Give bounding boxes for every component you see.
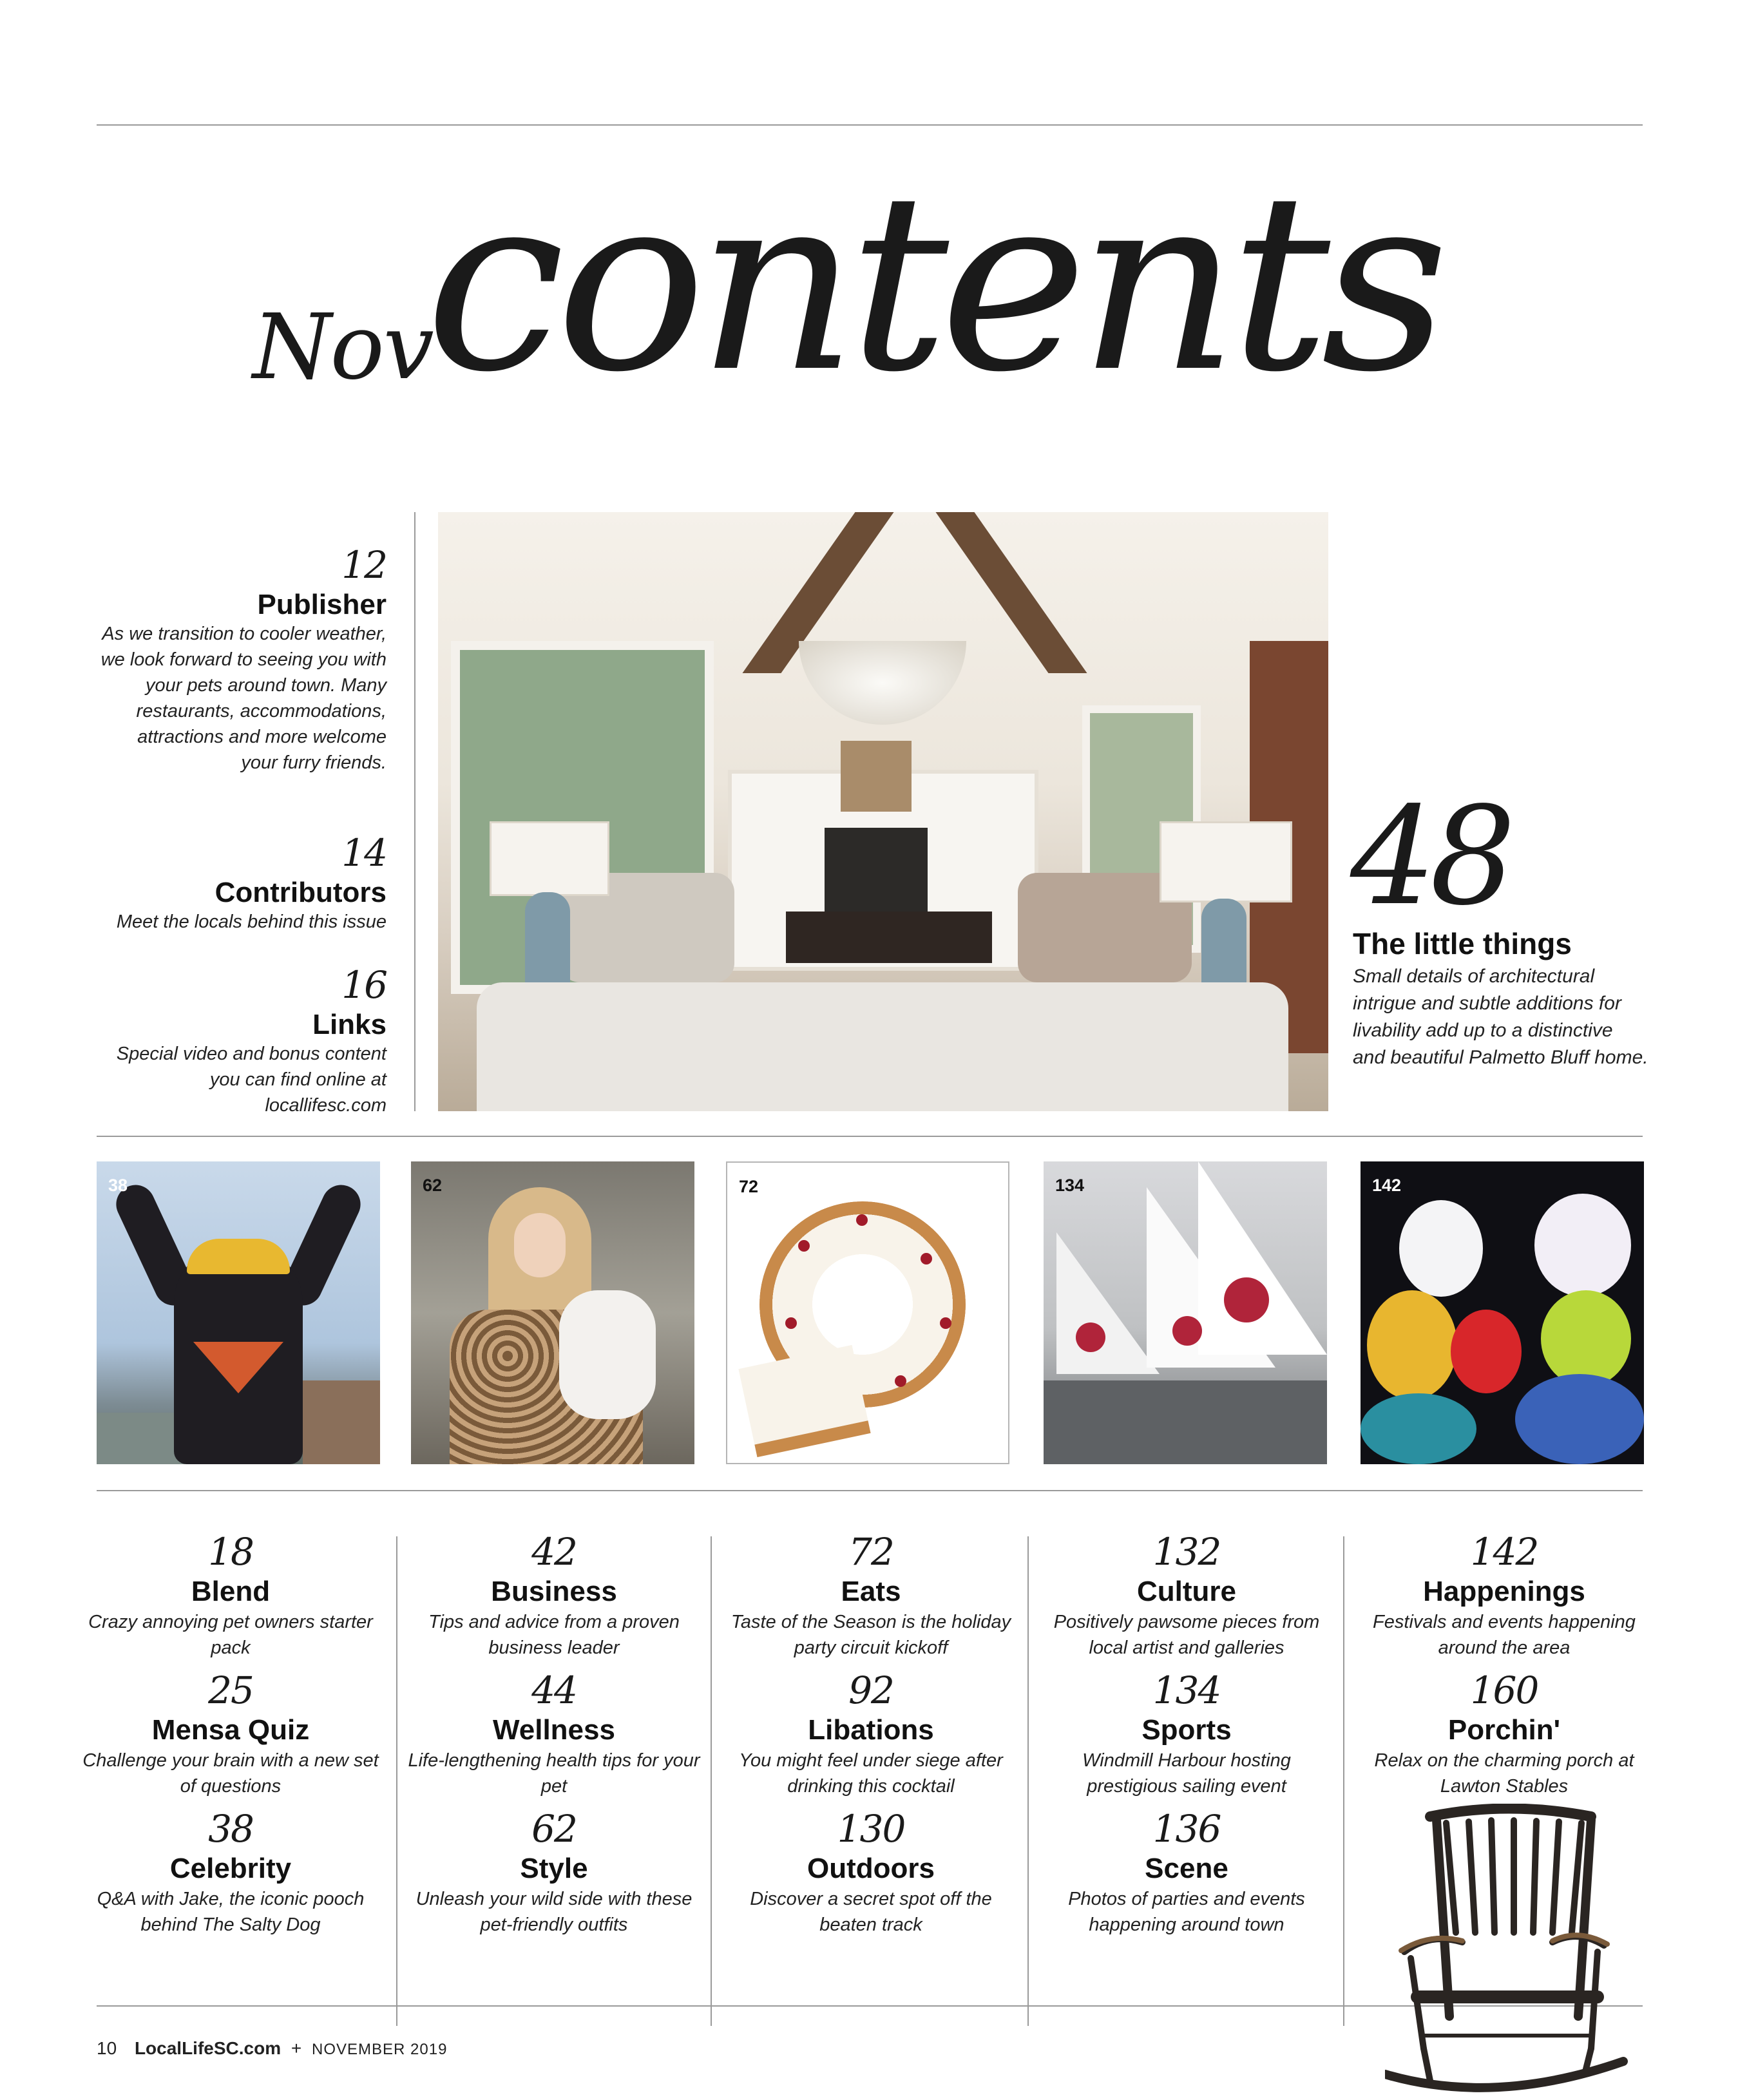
toc-item-style[interactable] [403, 1807, 705, 1938]
item-description: Relax on the charming porch at Lawton Stables [1374, 1750, 1634, 1797]
lower-rule [97, 1490, 1643, 1491]
item-description: Crazy annoying pet owners starter pack [88, 1612, 373, 1659]
woman-face [514, 1213, 566, 1277]
item-title: Scene [1145, 1853, 1228, 1884]
page-number: 92 [848, 1668, 893, 1712]
thumbnail-page-number: 72 [739, 1177, 759, 1196]
coffee-table [786, 912, 992, 963]
page-number: 62 [531, 1807, 577, 1851]
page-number: 44 [531, 1668, 577, 1712]
item-description: Festivals and events happening around the area [1373, 1612, 1636, 1659]
toc-item-libations[interactable] [720, 1668, 1022, 1799]
page-footer [97, 2038, 447, 2059]
house [303, 1380, 380, 1464]
cranberry [940, 1317, 951, 1329]
lantern [1534, 1194, 1631, 1297]
cranberry [895, 1375, 906, 1387]
footer-page-number: 10 [97, 2038, 117, 2058]
toc-item-porchin[interactable] [1353, 1668, 1656, 1799]
painting [841, 741, 912, 812]
item-title: Business [491, 1576, 617, 1607]
sail [1198, 1161, 1327, 1355]
masthead-month: Nov [253, 295, 433, 400]
lantern [1399, 1200, 1483, 1297]
item-description: Life-lengthening health tips for your pet [408, 1750, 700, 1797]
feature-title: The little things [1353, 927, 1572, 960]
toc-item-outdoors[interactable] [720, 1807, 1022, 1938]
fruitcake-slice [738, 1345, 870, 1457]
item-title: Celebrity [169, 1853, 292, 1884]
column-divider [711, 1536, 712, 2026]
item-title: Culture [1137, 1576, 1236, 1607]
page-number: 38 [208, 1807, 253, 1851]
column-divider [1027, 1536, 1029, 2026]
toc-item-business[interactable] [403, 1530, 705, 1661]
toc-item-sports[interactable] [1035, 1668, 1338, 1799]
mascot-hat [187, 1239, 290, 1274]
item-title: Porchin' [1447, 1714, 1561, 1746]
item-description: Photos of parties and events happening around town [1068, 1889, 1305, 1936]
left-item-contributors[interactable] [97, 831, 387, 935]
cranberry [856, 1214, 868, 1226]
lamp-shade [1160, 821, 1292, 902]
page-number: 16 [341, 963, 387, 1007]
thumbnail-fruitcake-photo[interactable] [726, 1161, 1009, 1464]
sofa [477, 982, 1288, 1111]
item-title: Publisher [257, 589, 387, 620]
sail [1056, 1232, 1160, 1374]
left-item-links[interactable] [97, 963, 387, 1118]
thumbnail-page-number: 142 [1372, 1176, 1402, 1195]
thumbnail-pet-style-photo[interactable] [411, 1161, 694, 1464]
item-description: You might feel under siege after drinking this cocktail [739, 1750, 1003, 1797]
thumbnail-mascot-photo[interactable] [97, 1161, 380, 1464]
left-item-publisher[interactable] [97, 543, 387, 776]
item-title: Outdoors [807, 1853, 935, 1884]
sail-logo [1076, 1322, 1105, 1352]
item-description: Taste of the Season is the holiday party circuit kickoff [731, 1612, 1011, 1659]
rocking-chair-photo [1385, 1804, 1630, 2100]
item-description: Windmill Harbour hosting prestigious sailing event [1082, 1750, 1291, 1797]
page-number: 142 [1470, 1530, 1538, 1574]
page-number: 130 [837, 1807, 905, 1851]
item-title: Mensa Quiz [151, 1714, 310, 1746]
thumbnail-lantern-festival-photo[interactable] [1361, 1161, 1644, 1464]
lantern [1515, 1374, 1644, 1464]
mid-rule [97, 1136, 1643, 1137]
footer-issue-date: NOVEMBER 2019 [312, 2041, 448, 2058]
lantern [1541, 1290, 1631, 1387]
toc-item-wellness[interactable] [403, 1668, 705, 1799]
feature-page-number: 48 [1350, 778, 1510, 935]
column-divider [1343, 1536, 1344, 2026]
top-rule [97, 124, 1643, 126]
toc-item-celebrity[interactable] [79, 1807, 382, 1938]
page-number: 72 [848, 1530, 893, 1574]
item-title: Libations [808, 1714, 934, 1746]
hero-living-room-photo[interactable] [438, 512, 1328, 1111]
item-title: Blend [191, 1576, 271, 1607]
toc-item-happenings[interactable] [1353, 1530, 1656, 1661]
thumbnail-page-number: 134 [1055, 1176, 1085, 1195]
item-description: Positively pawsome pieces from local artist and galleries [1053, 1612, 1320, 1659]
toc-item-eats[interactable] [720, 1530, 1022, 1661]
page-number: 160 [1470, 1668, 1538, 1712]
item-title: Wellness [493, 1714, 615, 1746]
chandelier [799, 641, 966, 725]
toc-item-culture[interactable] [1035, 1530, 1338, 1661]
column-divider [396, 1536, 397, 2026]
water [1044, 1380, 1327, 1464]
page-number: 136 [1152, 1807, 1221, 1851]
page-number: 12 [341, 543, 387, 587]
sail-logo [1224, 1277, 1269, 1322]
footer-separator: + [291, 2038, 302, 2058]
item-title: Style [520, 1853, 588, 1884]
item-title: Links [312, 1009, 387, 1040]
feature-description: Small details of architectural intrigue and subtle additions for livability add up to a distinctive and beautiful Palmetto Bluff home. [1353, 966, 1648, 1069]
lantern [1367, 1290, 1457, 1400]
item-description: Special video and bonus content you can find online at locallifesc.com [116, 1044, 387, 1116]
page-number: 14 [341, 831, 387, 875]
item-description: Q&A with Jake, the iconic pooch behind The Salty Dog [97, 1889, 365, 1936]
item-description: Unleash your wild side with these pet-friendly outfits [415, 1889, 692, 1936]
thumbnail-page-number: 38 [108, 1176, 128, 1195]
item-title: Sports [1141, 1714, 1232, 1746]
toc-item-scene[interactable] [1035, 1807, 1338, 1938]
cranberry [785, 1317, 797, 1329]
footer-site-link[interactable]: LocalLifeSC.com [134, 2038, 282, 2058]
page-number: 18 [208, 1530, 253, 1574]
left-divider [414, 512, 415, 1111]
cranberry [921, 1253, 932, 1265]
page-number: 132 [1152, 1530, 1221, 1574]
item-title: Contributors [215, 877, 387, 908]
item-description: Discover a secret spot off the beaten track [750, 1889, 992, 1936]
item-description: Challenge your brain with a new set of questions [82, 1750, 379, 1797]
cranberry [798, 1240, 810, 1252]
sail-logo [1172, 1316, 1202, 1346]
toc-item-blend[interactable] [79, 1530, 382, 1661]
item-description: Meet the locals behind this issue [116, 912, 387, 933]
lamp-shade [490, 821, 609, 896]
thumbnail-page-number: 62 [423, 1176, 443, 1195]
toc-item-mensa-quiz[interactable] [79, 1668, 382, 1799]
page-number: 134 [1152, 1668, 1221, 1712]
item-description: As we transition to cooler weather, we look forward to seeing you with your pets around town. Many restaurants, accommodations, attractions and more welcome your furry friends. [100, 624, 387, 774]
page-number: 42 [531, 1530, 577, 1574]
item-description: Tips and advice from a proven business leader [428, 1612, 680, 1659]
baby [559, 1290, 656, 1419]
lantern [1361, 1393, 1476, 1464]
page-number: 25 [208, 1668, 253, 1712]
feature-item[interactable] [1350, 778, 1649, 1071]
lantern [1451, 1310, 1522, 1393]
thumbnail-sailing-photo[interactable] [1044, 1161, 1327, 1464]
item-title: Eats [841, 1576, 901, 1607]
masthead-title: contents [425, 140, 1440, 426]
item-title: Happenings [1423, 1576, 1585, 1607]
